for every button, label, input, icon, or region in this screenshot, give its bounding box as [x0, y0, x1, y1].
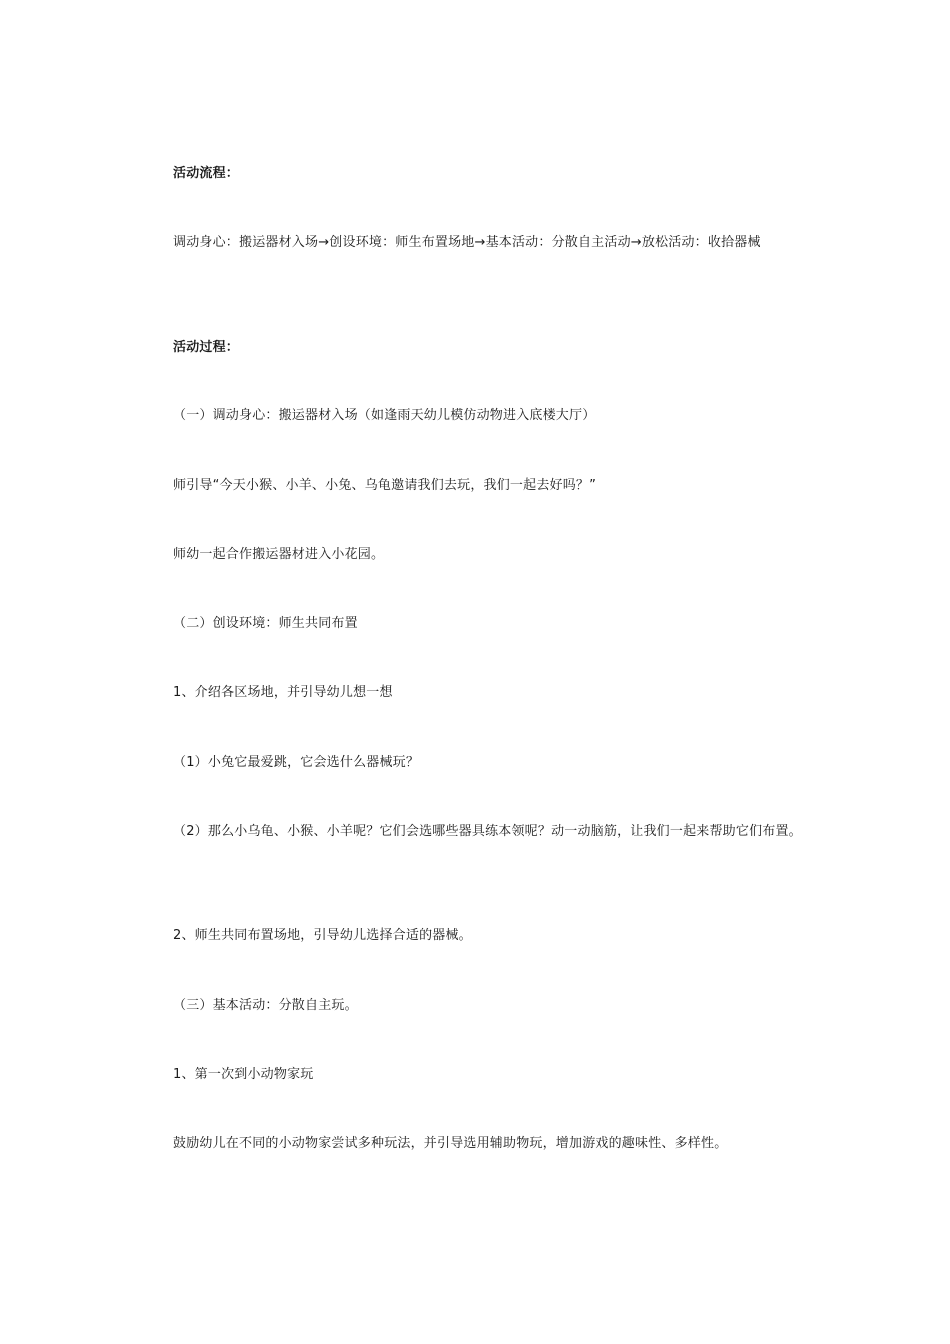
process-heading: 活动过程：	[173, 340, 240, 355]
section1-paragraph-2: 师幼一起合作搬运器材进入小花园。	[173, 547, 385, 562]
section3-title: （三）基本活动：分散自主玩。	[173, 998, 358, 1013]
section2-title: （二）创设环境：师生共同布置	[173, 616, 358, 631]
section2-item-1: 1、介绍各区场地，并引导幼儿想一想	[173, 685, 393, 700]
section1-title: （一）调动身心：搬运器材入场（如逢雨天幼儿模仿动物进入底楼大厅）	[173, 408, 596, 423]
section3-item-1-paragraph: 鼓励幼儿在不同的小动物家尝试多种玩法，并引导选用辅助物玩，增加游戏的趣味性、多样性。	[173, 1136, 728, 1151]
section3-item-1: 1、第一次到小动物家玩	[173, 1067, 314, 1082]
flow-heading: 活动流程：	[173, 166, 240, 181]
section2-item-1-question-2: （2）那么小乌龟、小猴、小羊呢？它们会选哪些器具练本领呢？动一动脑筋，让我们一起来帮助它们布置。	[173, 824, 802, 839]
flow-text: 调动身心：搬运器材入场→创设环境：师生布置场地→基本活动：分散自主活动→放松活动：收拾器械	[173, 235, 761, 250]
section1-paragraph-1: 师引导“今天小猴、小羊、小兔、乌龟邀请我们去玩，我们一起去好吗？”	[173, 478, 597, 493]
section2-item-2: 2、师生共同布置场地，引导幼儿选择合适的器械。	[173, 928, 472, 943]
section2-item-1-question-1: （1）小兔它最爱跳，它会选什么器械玩？	[173, 755, 420, 770]
